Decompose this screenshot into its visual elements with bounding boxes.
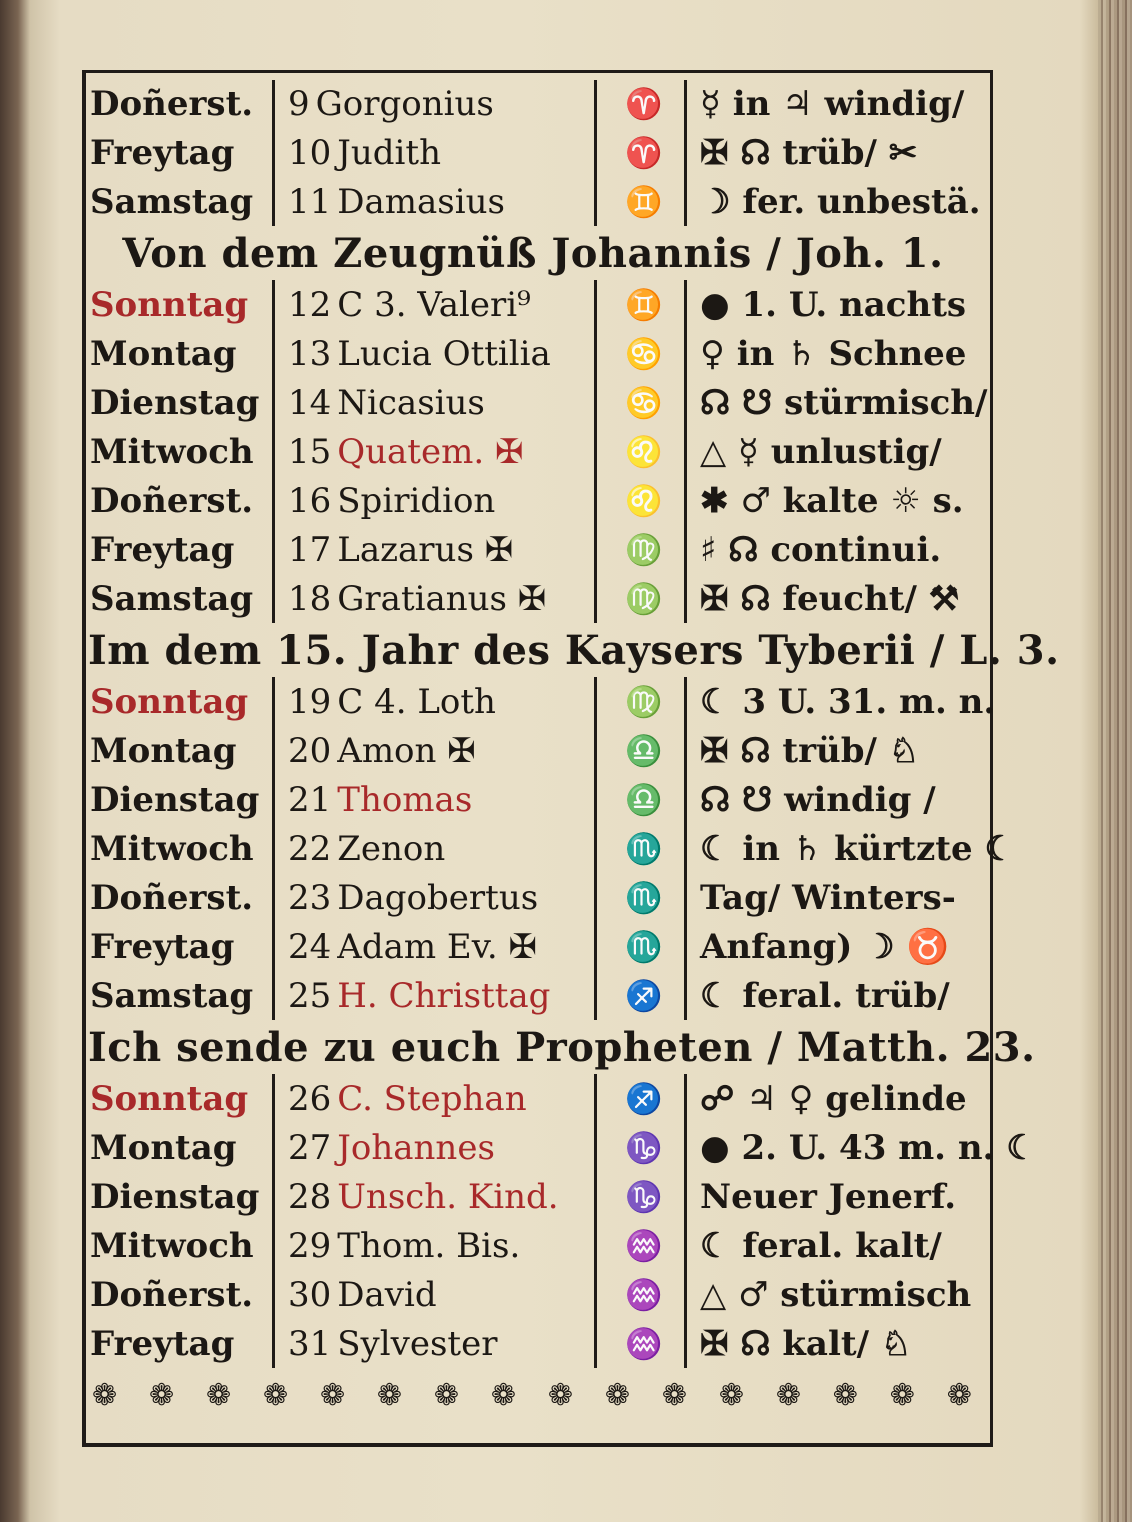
flower-ornament-icon: ❁	[946, 1378, 972, 1413]
week-section	[88, 678, 1015, 1021]
zodiac-sign-icon: ♋	[625, 386, 663, 421]
zodiac-sign-icon: ♍	[625, 582, 663, 617]
saint-name: Thom. Bis.	[337, 1226, 521, 1266]
flower-ornament-icon: ❁	[319, 1378, 346, 1413]
weather-forecast: ☾ feral. trüb/	[700, 976, 950, 1016]
saint-name: Lucia Ottilia	[337, 334, 551, 374]
weekday: Sonntag	[90, 285, 249, 325]
day-number: 30	[288, 1275, 332, 1315]
saint-name: Gorgonius	[315, 84, 494, 124]
calendar-row	[88, 1173, 978, 1222]
calendar-row	[88, 1320, 978, 1369]
date-saint	[288, 281, 598, 330]
calendar-row	[88, 379, 988, 428]
zodiac-sign-icon: ♌	[625, 435, 663, 470]
weather-forecast: △ ☿ unlustig/	[700, 432, 942, 472]
day-number: 27	[288, 1128, 332, 1168]
day-number: 14	[288, 383, 332, 423]
weekday: Freytag	[90, 927, 235, 967]
date-saint	[288, 874, 598, 923]
weather-forecast: ✠ ☊ trüb/ ✂	[700, 133, 918, 173]
saint-name: C 3. Valeri⁹	[337, 285, 531, 325]
flower-ornament-icon: ❁	[205, 1378, 232, 1413]
day-number: 29	[288, 1226, 332, 1266]
flower-ornament-icon: ❁	[92, 1378, 118, 1413]
weather-forecast: ☍ ♃ ♀ gelinde	[700, 1079, 967, 1119]
calendar-row	[88, 428, 978, 477]
weather-forecast: ☾ in ♄ kürtzte ☾	[700, 829, 1015, 869]
zodiac-sign-icon: ♑	[625, 1180, 663, 1215]
date-saint	[288, 1271, 598, 1320]
day-number: 15	[288, 432, 332, 472]
date-saint	[288, 678, 598, 727]
weather-forecast: ✠ ☊ feucht/ ⚒	[700, 579, 960, 619]
saint-name: Thomas	[337, 780, 473, 820]
weekday: Montag	[90, 731, 237, 771]
gospel-heading: Ich sende zu euch Propheten / Matth. 23.	[88, 1024, 1036, 1071]
gospel-heading: Von dem Zeugnüß Johannis / Joh. 1.	[122, 230, 944, 277]
weekday: Sonntag	[90, 682, 249, 722]
saint-name: C 4. Loth	[337, 682, 496, 722]
weekday: Doñerst.	[90, 481, 254, 521]
date-saint	[288, 575, 598, 624]
flower-ornament-icon: ❁	[547, 1378, 574, 1413]
date-saint	[288, 428, 598, 477]
weekday: Mitwoch	[90, 829, 254, 869]
weather-forecast: ● 2. U. 43 m. n. ☾	[700, 1128, 1037, 1168]
calendar-row	[88, 1075, 978, 1124]
date-saint	[288, 330, 598, 379]
saint-name: Adam Ev. ✠	[337, 927, 537, 967]
weather-forecast: ✠ ☊ kalt/ ♘	[700, 1324, 912, 1364]
flower-ornament-icon: ❁	[490, 1378, 517, 1413]
weekday: Doñerst.	[90, 1275, 254, 1315]
saint-name: Dagobertus	[337, 878, 539, 918]
flower-ornament-icon: ❁	[775, 1378, 801, 1413]
date-saint	[288, 1320, 598, 1369]
weekday: Samstag	[90, 976, 254, 1016]
page-edge	[1098, 0, 1132, 1522]
date-saint	[288, 379, 598, 428]
calendar-row	[88, 1271, 978, 1320]
weekday: Freytag	[90, 530, 235, 570]
week-section	[88, 281, 988, 624]
zodiac-sign-icon: ♐	[625, 979, 663, 1014]
weather-forecast: △ ♂ stürmisch	[700, 1275, 972, 1315]
flower-ornament-icon: ❁	[433, 1378, 460, 1413]
weekday: Montag	[90, 334, 237, 374]
day-number: 24	[288, 927, 332, 967]
date-saint	[288, 825, 598, 874]
date-saint	[288, 129, 598, 178]
date-saint	[288, 972, 598, 1021]
date-saint	[288, 1075, 598, 1124]
saint-name: Judith	[337, 133, 441, 173]
zodiac-sign-icon: ♒	[625, 1327, 663, 1362]
saint-name: Johannes	[337, 1128, 495, 1168]
weather-forecast: ☿ in ♃ windig/	[700, 84, 965, 124]
saint-name: Spiridion	[337, 481, 496, 521]
saint-name: Gratianus ✠	[337, 579, 547, 619]
zodiac-sign-icon: ♒	[625, 1229, 663, 1264]
weekday: Samstag	[90, 579, 254, 619]
zodiac-sign-icon: ♒	[625, 1278, 663, 1313]
day-number: 10	[288, 133, 332, 173]
weekday: Doñerst.	[90, 84, 254, 124]
day-number: 18	[288, 579, 332, 619]
date-saint	[288, 526, 598, 575]
day-number: 31	[288, 1324, 332, 1364]
zodiac-sign-icon: ♈	[625, 136, 663, 171]
date-saint	[288, 776, 598, 825]
week-section	[88, 80, 981, 227]
saint-name: Sylvester	[337, 1324, 498, 1364]
flower-ornament-icon: ❁	[832, 1378, 858, 1413]
weekday: Dienstag	[90, 1177, 260, 1217]
day-number: 26	[288, 1079, 332, 1119]
calendar-row	[88, 1222, 978, 1271]
day-number: 28	[288, 1177, 332, 1217]
flower-ornament-icon: ❁	[148, 1378, 175, 1413]
zodiac-sign-icon: ♎	[625, 734, 663, 769]
weekday: Dienstag	[90, 780, 260, 820]
weekday: Sonntag	[90, 1079, 249, 1119]
flower-ornament-icon: ❁	[889, 1378, 915, 1413]
weather-forecast: Neuer Jenerf.	[700, 1177, 957, 1217]
calendar-row	[88, 727, 978, 776]
weather-forecast: Tag/ Winters-	[700, 878, 956, 918]
day-number: 21	[288, 780, 332, 820]
date-saint	[288, 1173, 598, 1222]
date-saint	[288, 923, 598, 972]
zodiac-sign-icon: ♏	[625, 881, 663, 916]
calendar-body	[88, 80, 1060, 1369]
calendar-row	[88, 477, 978, 526]
calendar-row	[88, 825, 1015, 874]
zodiac-sign-icon: ♌	[625, 484, 663, 519]
saint-name: C. Stephan	[337, 1079, 527, 1119]
day-number: 9	[288, 84, 310, 124]
day-number: 23	[288, 878, 332, 918]
calendar-row	[88, 178, 981, 227]
weekday: Freytag	[90, 1324, 235, 1364]
zodiac-sign-icon: ♎	[625, 783, 663, 818]
calendar-row	[88, 80, 978, 129]
saint-name: Amon ✠	[337, 731, 476, 771]
zodiac-sign-icon: ♍	[625, 685, 663, 720]
weekday: Freytag	[90, 133, 235, 173]
weather-forecast: ☊ ☋ windig /	[700, 780, 936, 820]
day-number: 19	[288, 682, 332, 722]
date-saint	[288, 80, 598, 129]
weather-forecast: ☾ feral. kalt/	[700, 1226, 942, 1266]
weather-forecast: ● 1. U. nachts	[700, 285, 967, 325]
gospel-heading: Im dem 15. Jahr des Kaysers Tyberii / L. 3.	[88, 627, 1060, 674]
zodiac-sign-icon: ♍	[625, 533, 663, 568]
zodiac-sign-icon: ♏	[625, 832, 663, 867]
weather-forecast: ♯ ☊ continui.	[700, 530, 942, 570]
zodiac-sign-icon: ♊	[625, 288, 663, 323]
calendar-row	[88, 330, 978, 379]
date-saint	[288, 727, 598, 776]
weather-forecast: ♀ in ♄ Schnee	[700, 334, 967, 374]
flower-ornament-icon: ❁	[661, 1378, 687, 1413]
date-saint	[288, 1222, 598, 1271]
weekday: Mitwoch	[90, 1226, 254, 1266]
day-number: 16	[288, 481, 332, 521]
weather-forecast: ☾ 3 U. 31. m. n.	[700, 682, 996, 722]
weather-forecast: ✠ ☊ trüb/ ♘	[700, 731, 920, 771]
calendar-row	[88, 1124, 1037, 1173]
weekday: Samstag	[90, 182, 254, 222]
calendar-row	[88, 972, 978, 1021]
zodiac-sign-icon: ♈	[625, 87, 663, 122]
saint-name: Zenon	[337, 829, 446, 869]
saint-name: Unsch. Kind.	[337, 1177, 559, 1217]
ornament-border	[92, 1376, 972, 1416]
zodiac-sign-icon: ♋	[625, 337, 663, 372]
weather-forecast: ☊ ☋ stürmisch/	[700, 383, 988, 423]
weekday: Doñerst.	[90, 878, 254, 918]
saint-name: Damasius	[337, 182, 505, 222]
calendar-row	[88, 874, 978, 923]
calendar-row	[88, 575, 978, 624]
weather-forecast: Anfang) ☽ ♉	[700, 927, 949, 967]
weekday: Dienstag	[90, 383, 260, 423]
calendar-row	[88, 923, 978, 972]
day-number: 17	[288, 530, 332, 570]
weekday: Montag	[90, 1128, 237, 1168]
flower-ornament-icon: ❁	[262, 1378, 289, 1413]
zodiac-sign-icon: ♊	[625, 185, 663, 220]
day-number: 11	[288, 182, 332, 222]
day-number: 12	[288, 285, 332, 325]
date-saint	[288, 178, 598, 227]
flower-ornament-icon: ❁	[604, 1378, 630, 1413]
saint-name: Nicasius	[337, 383, 485, 423]
saint-name: David	[337, 1275, 437, 1315]
flower-ornament-icon: ❁	[718, 1378, 744, 1413]
weather-forecast: ✱ ♂ kalte ☼ s.	[700, 481, 964, 521]
flower-ornament-icon: ❁	[376, 1378, 403, 1413]
calendar-row	[88, 129, 978, 178]
zodiac-sign-icon: ♏	[625, 930, 663, 965]
date-saint	[288, 1124, 598, 1173]
saint-name: H. Christtag	[337, 976, 551, 1016]
calendar-row	[88, 281, 978, 330]
weekday: Mitwoch	[90, 432, 254, 472]
calendar-row	[88, 776, 978, 825]
saint-name: Lazarus ✠	[337, 530, 514, 570]
day-number: 20	[288, 731, 332, 771]
zodiac-sign-icon: ♐	[625, 1082, 663, 1117]
day-number: 22	[288, 829, 332, 869]
day-number: 25	[288, 976, 332, 1016]
week-section	[88, 1075, 1037, 1369]
zodiac-sign-icon: ♑	[625, 1131, 663, 1166]
date-saint	[288, 477, 598, 526]
saint-name: Quatem. ✠	[337, 432, 524, 472]
calendar-row	[88, 678, 996, 727]
calendar-row	[88, 526, 978, 575]
weather-forecast: ☽ fer. unbestä.	[700, 182, 981, 222]
day-number: 13	[288, 334, 332, 374]
